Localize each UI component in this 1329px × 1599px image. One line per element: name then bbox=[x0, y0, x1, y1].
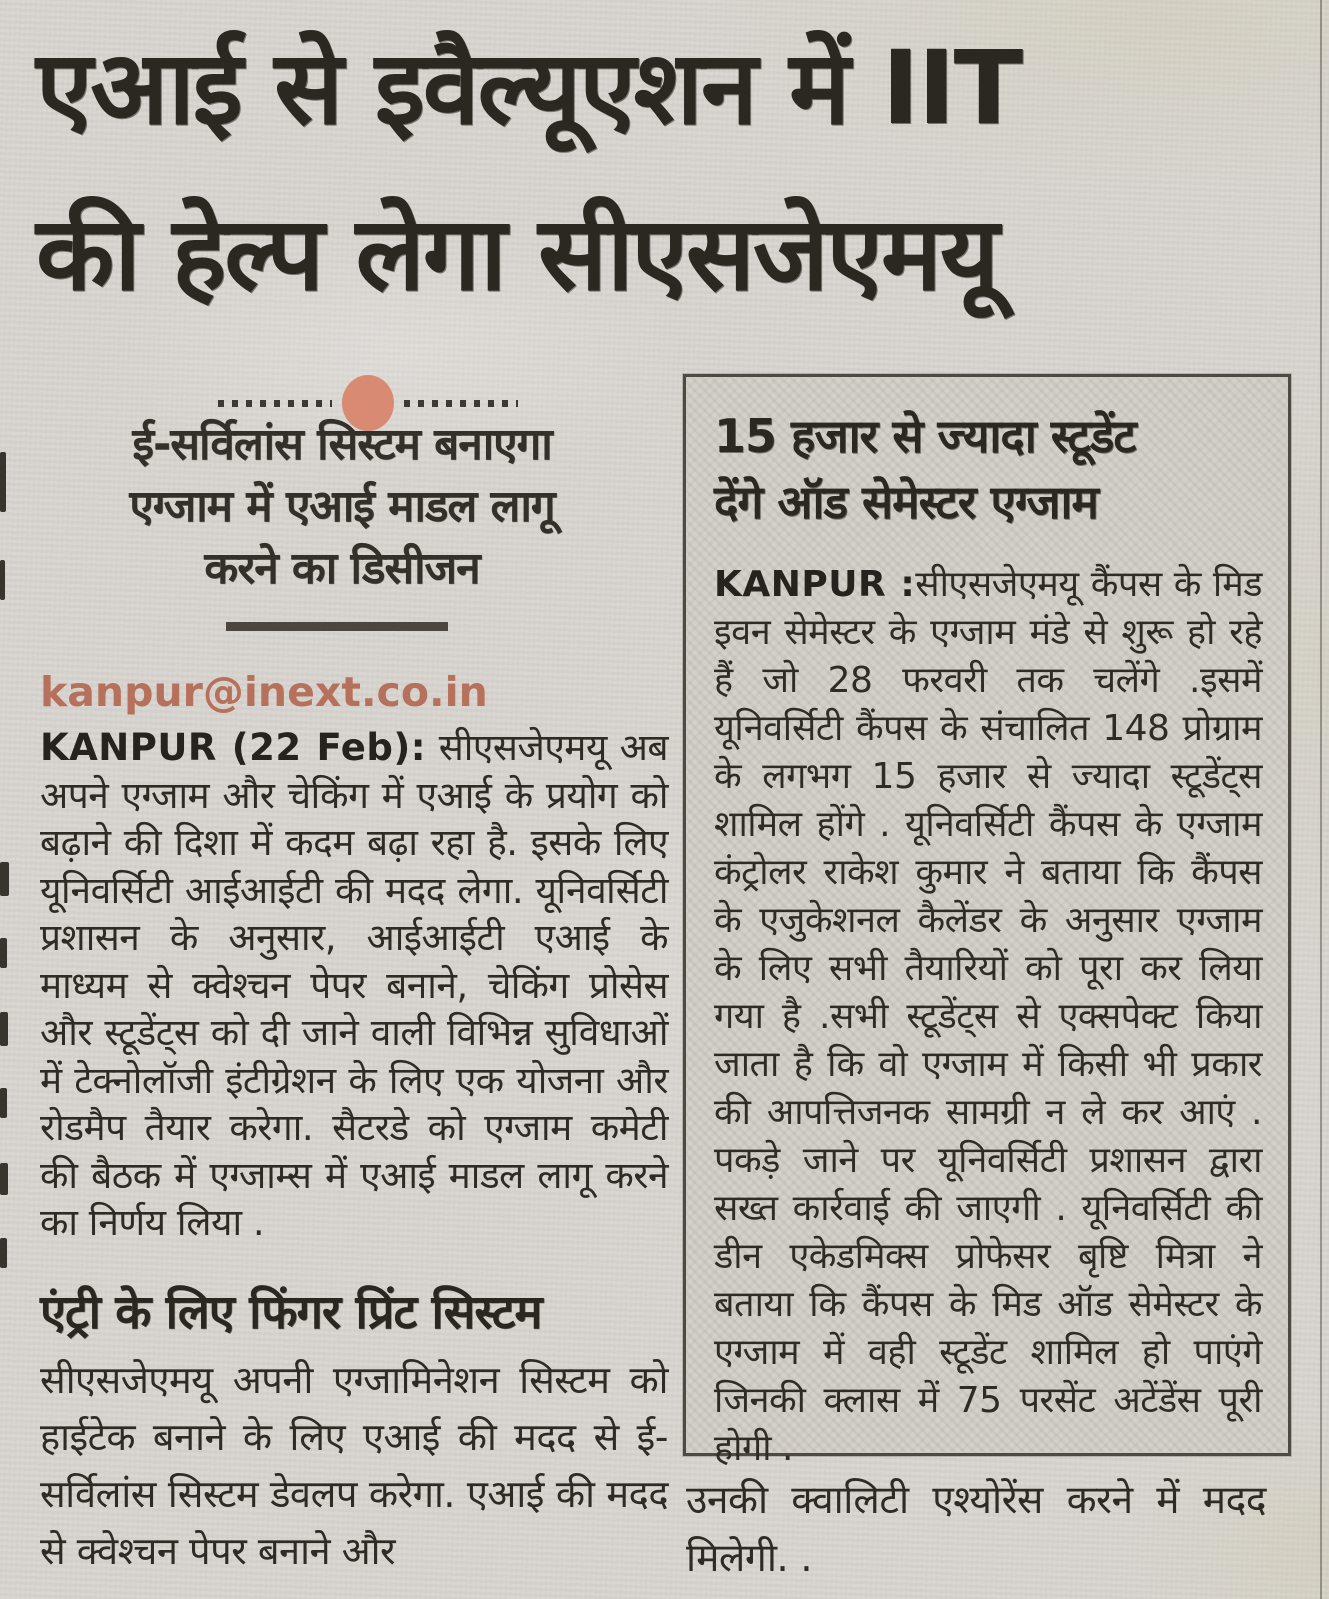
edge-fragment bbox=[0, 862, 9, 896]
subheading-line-3: करने का डिसीजन bbox=[204, 543, 480, 594]
reporter-email: kanpur@inext.co.in bbox=[40, 668, 488, 716]
article-headline bbox=[36, 6, 1298, 338]
side-story-box bbox=[683, 374, 1291, 1469]
headline-line-1: एआई से इवैल्यूएशन में IIT bbox=[36, 29, 1022, 148]
edge-fragment bbox=[0, 452, 6, 512]
headline-line-2: की हेल्प लेगा सीएसजेएमयू bbox=[36, 195, 998, 314]
sidebox-dateline: KANPUR : bbox=[714, 564, 916, 605]
lead-paragraph bbox=[40, 724, 668, 1247]
sidebox-heading-line-2: देंगे ऑड सेमेस्टर एग्जाम bbox=[714, 475, 1098, 529]
dotted-line-left bbox=[218, 400, 332, 407]
subheading-line-1: ई-सर्विलांस सिस्टम बनाएगा bbox=[132, 419, 552, 470]
section-paragraph: सीएसजेएमयू अपनी एग्जामिनेशन सिस्टम को हाईटेक बनाने के लिए एआई की मदद से ई-सर्विलांस सिस्टम डेवलप करेगा. एआई की मदद से क्वेश्चन पेपर बनाने और bbox=[40, 1358, 668, 1573]
sidebox-body-text: सीएसजेएमयू कैंपस के मिड इवन सेमेस्टर के एग्जाम मंडे से शुरू हो रहे हैं जो 28 फरवरी तक चलेंगे .इसमें यूनिवर्सिटी कैंपस के संचालित 148 प्रोग्राम के लगभग 15 हजार से ज्यादा स्टूडेंट्स शामिल होंगे . यूनिवर्सिटी कैंपस के एग्जाम कंट्रोलर राकेश कुमार ने बताया कि कैंपस के एजुकेशनल कैलेंडर के अनुसार एग्जाम के लिए सभी तैयारियों को पूरा कर लिया गया है .सभी स्टूडेंट्स से एक्सपेक्ट किया जाता है कि वो एग्जाम में किसी भी प्रकार की आपत्तिजनक सामग्री न ले कर आएं . पकड़े जाने पर यूनिवर्सिटी प्रशासन द्वारा सख्त कार्रवाई की जाएगी . यूनिवर्सिटी की डीन एकेडमिक्स प्रोफेसर बृष्टि मित्रा ने बताया कि कैंपस के मिड ऑड सेमेस्टर के एग्जाम में वही स्टूडेंट शामिल हो पाएंगे जिनकी क्लास में 75 परसेंट अटेंडेंस पूरी होगी . bbox=[714, 564, 1262, 1469]
article-subheading bbox=[62, 414, 622, 600]
sidebox-heading bbox=[714, 403, 1262, 535]
edge-fragment bbox=[0, 1163, 8, 1195]
edge-fragment bbox=[0, 560, 5, 600]
edge-fragment bbox=[0, 1012, 8, 1046]
dotted-line-right bbox=[404, 400, 518, 407]
sidebox-heading-line-1: 15 हजार से ज्यादा स्टूडेंट bbox=[714, 409, 1136, 463]
subheading-line-2: एग्जाम में एआई माडल लागू bbox=[129, 481, 555, 532]
sidebox-body bbox=[714, 561, 1262, 1473]
edge-fragment bbox=[0, 938, 7, 968]
continuation-paragraph: उनकी क्वालिटी एश्योरेंस करने में मदद मिलेगी. . bbox=[686, 1478, 1266, 1581]
subheading-rule bbox=[226, 622, 448, 631]
edge-fragment bbox=[0, 1088, 7, 1118]
section-heading: एंट्री के लिए फिंगर प्रिंट सिस्टम bbox=[40, 1285, 542, 1340]
dateline: KANPUR (22 Feb): bbox=[40, 726, 427, 769]
lead-paragraph-text: सीएसजेएमयू अब अपने एग्जाम और चेकिंग में एआई के प्रयोग को बढ़ाने की दिशा में कदम बढ़ा रहा है. इसके लिए यूनिवर्सिटी आईआईटी की मदद लेगा. यूनिवर्सिटी प्रशासन के अनुसार, आईआईटी एआई के माध्यम से क्वेश्चन पेपर बनाने, चेकिंग प्रोसेस और स्टूडेंट्स को दी जाने वाली विभिन्न सुविधाओं में टेक्नोलॉजी इंटीग्रेशन के लिए एक योजना और रोडमैप तैयार करेगा. सैटरडे को एग्जाम कमेटी की बैठक में एग्जाम्स में एआई माडल लागू करने का निर्णय लिया . bbox=[40, 726, 668, 1244]
edge-fragment bbox=[0, 1238, 7, 1268]
column-rule-right bbox=[1320, 0, 1322, 1599]
